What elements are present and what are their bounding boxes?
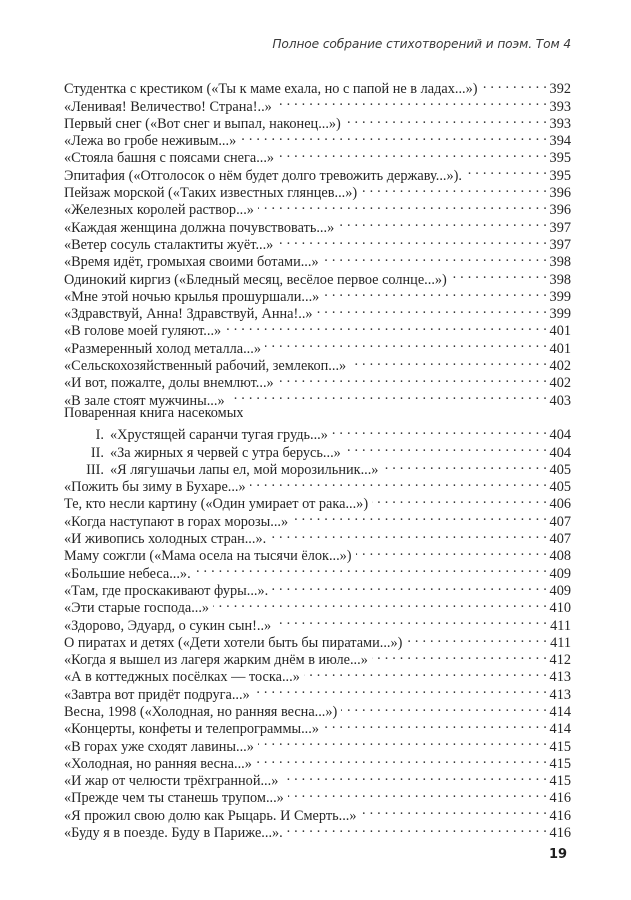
dot-leader <box>275 612 547 629</box>
toc-entry-title: «И живопись холодных стран...». <box>64 531 267 548</box>
toc-entry-title: «Большие небеса...». <box>64 565 191 582</box>
dot-leader <box>338 214 547 231</box>
toc-entry-title: Поваренная книга насекомых <box>64 404 244 421</box>
toc-entry-page: 404 <box>549 444 571 461</box>
dot-leader <box>345 439 547 456</box>
toc-entry-page: 410 <box>549 600 571 617</box>
dot-leader <box>317 301 547 318</box>
dot-leader <box>250 474 547 491</box>
dot-leader <box>282 768 547 785</box>
toc-entry <box>64 76 571 98</box>
toc-entry-roman-numeral: I. <box>95 427 104 444</box>
toc-entry-title: «Прежде чем ты станешь трупом...» <box>64 790 284 807</box>
toc-entry-roman-numeral: II. <box>90 444 104 461</box>
dot-leader <box>356 543 547 560</box>
dot-leader <box>350 353 547 370</box>
dot-leader <box>372 491 547 508</box>
toc-entry-page: 407 <box>549 531 571 548</box>
dot-leader <box>323 716 547 733</box>
toc-entry-page: 399 <box>549 288 571 305</box>
toc-entry <box>64 422 571 444</box>
toc-entry-title: Студентка с крестиком («Ты к маме ехала, но с папой не в ладах...») <box>64 81 478 98</box>
running-header: Полное собрание стихотворений и поэм. Том 4 <box>272 37 571 51</box>
dot-leader <box>240 128 547 145</box>
toc-entry-page: 409 <box>549 565 571 582</box>
dot-leader <box>345 111 547 128</box>
toc-entry-title: «Ленивая! Величество! Страна!..» <box>64 98 272 115</box>
toc-entry-title: Одинокий киргиз («Бледный месяц, весёлое первое солнце...») <box>64 271 447 288</box>
toc-entry-page: 413 <box>549 669 571 686</box>
toc-entry-page: 414 <box>549 721 571 738</box>
toc-entry-page: 416 <box>549 807 571 824</box>
toc-entry-title: «Лежа во гробе неживым...» <box>64 133 237 150</box>
toc-entry-page: 412 <box>549 652 571 669</box>
dot-leader <box>195 560 547 577</box>
toc-entry-page: 405 <box>549 461 571 478</box>
toc-entry-title: «В горах уже сходят лавины...» <box>64 738 254 755</box>
toc-entry-page: 406 <box>549 496 571 513</box>
toc-entry-page: 408 <box>549 548 571 565</box>
dot-leader <box>382 457 547 474</box>
toc-entry-title: «Стояла башня с поясами снега...» <box>64 150 275 167</box>
dot-leader <box>292 508 547 525</box>
toc-entry-page: 397 <box>549 219 571 236</box>
toc-entry-page: 393 <box>549 98 571 115</box>
toc-entry-title: «Хрустящей саранчи тугая грудь...» <box>110 427 328 444</box>
dot-leader <box>341 699 547 716</box>
toc-entry-title: Эпитафия («Отголосок о нём будет долго тревожить державу...»). <box>64 167 462 184</box>
toc-entry-title: «Железных королей раствор...» <box>64 202 254 219</box>
toc-entry-title: Маму сожгли («Мама осела на тысячи ёлок...») <box>64 548 352 565</box>
dot-leader <box>304 664 547 681</box>
toc-entry-title: «Время идёт, громыхая своими ботами...» <box>64 254 319 271</box>
toc-entry-title: «Здорово, Эдуард, о сукин сын!..» <box>64 617 272 634</box>
toc-entry-title: Пейзаж морской («Таких известных глянцев...») <box>64 185 358 202</box>
toc-entry-title: «Буду я в поезде. Буду в Париже...». <box>64 825 283 842</box>
dot-leader <box>406 630 547 647</box>
toc-entry-page: 397 <box>549 236 571 253</box>
toc-entry-title: Первый снег («Вот снег и выпал, наконец...») <box>64 115 341 132</box>
toc-entry-page: 407 <box>549 513 571 530</box>
dot-leader <box>287 820 547 837</box>
toc-section-heading <box>64 405 571 422</box>
toc-entry-title: «Когда наступают в горах морозы...» <box>64 513 289 530</box>
toc-entry-page: 413 <box>549 686 571 703</box>
toc-entry-title: «Каждая женщина должна почувствовать...» <box>64 219 335 236</box>
page-number: 19 <box>549 847 568 862</box>
toc-entry-title: «Здравствуй, Анна! Здравствуй, Анна!..» <box>64 306 313 323</box>
toc-entry-page: 399 <box>549 306 571 323</box>
toc-entry-page: 395 <box>549 150 571 167</box>
toc-entry-page: 396 <box>549 202 571 219</box>
toc-entry-page: 415 <box>549 738 571 755</box>
toc-entry-page: 405 <box>549 479 571 496</box>
toc-entry-page: 395 <box>549 167 571 184</box>
dot-leader <box>277 232 547 249</box>
dot-leader <box>229 387 547 404</box>
toc-entry-title: «А в коттеджных посёлках — тоска...» <box>64 669 300 686</box>
toc-entry-roman-numeral: III. <box>86 461 104 478</box>
toc-entry-title: «И вот, пожалте, долы внемлют...» <box>64 375 274 392</box>
toc-entry-title: «Размеренный холод металла...» <box>64 340 261 357</box>
toc-entry-page: 396 <box>549 185 571 202</box>
toc-entry-title: «Я лягушачьи лапы ел, мой морозильник...» <box>110 461 379 478</box>
toc-entry-page: 411 <box>550 634 571 651</box>
dot-leader <box>451 266 547 283</box>
toc-entry-title: «Ветер сосуль сталактиты жуёт...» <box>64 236 274 253</box>
toc-entry-page: 392 <box>549 81 571 98</box>
dot-leader <box>466 162 547 179</box>
toc-entry-page: 416 <box>549 825 571 842</box>
toc-entry-title: «За жирных я червей с утра берусь...» <box>110 444 341 461</box>
toc-entry-page: 404 <box>549 427 571 444</box>
toc-entry-title: Те, кто несли картину («Один умирает от рака...») <box>64 496 369 513</box>
toc-entry-title: «Там, где проскакивают фуры...». <box>64 582 269 599</box>
dot-leader <box>278 145 547 162</box>
toc-entry-page: 409 <box>549 582 571 599</box>
toc-entry-title: «Эти старые господа...» <box>64 600 210 617</box>
toc-entry-page: 393 <box>549 115 571 132</box>
toc-entry-title: «Концерты, конфеты и телепрограммы...» <box>64 721 319 738</box>
dot-leader <box>225 318 547 335</box>
dot-leader <box>332 422 547 439</box>
toc-entry-title: «Когда я вышел из лагеря жарким днём в июле...» <box>64 652 368 669</box>
toc-entry-title: «Сельскохозяйственный рабочий, землекоп...» <box>64 358 347 375</box>
dot-leader <box>270 526 547 543</box>
toc-entry-title: «Пожить бы зиму в Бухаре...» <box>64 479 246 496</box>
dot-leader <box>323 284 547 301</box>
toc-entry-title: «Холодная, но ранняя весна...» <box>64 755 252 772</box>
dot-leader <box>361 180 547 197</box>
dot-leader <box>265 335 547 352</box>
toc-entry-page: 415 <box>549 755 571 772</box>
toc-entry-title: «В голове моей гуляют...» <box>64 323 222 340</box>
toc-entry-title: «Я прожил свою долю как Рыцарь. И Смерть...» <box>64 807 357 824</box>
toc-entry-page: 402 <box>549 358 571 375</box>
dot-leader <box>272 578 547 595</box>
toc-entry-page: 415 <box>549 773 571 790</box>
toc-entry-page: 411 <box>550 617 571 634</box>
toc-entry-page: 394 <box>549 133 571 150</box>
toc-entry-page: 401 <box>549 340 571 357</box>
toc-entry-title: «В зале стоят мужчины...» <box>64 392 225 409</box>
dot-leader <box>256 751 547 768</box>
toc-entry-page: 416 <box>549 790 571 807</box>
dot-leader <box>258 197 547 214</box>
toc-entry-page: 401 <box>549 323 571 340</box>
toc-entry-title: «И жар от челюсти трёхгранной...» <box>64 773 279 790</box>
dot-leader <box>213 595 547 612</box>
dot-leader <box>278 370 547 387</box>
dot-leader <box>258 733 547 750</box>
dot-leader <box>361 802 547 819</box>
toc-entry-title: О пиратах и детях («Дети хотели быть бы пиратами...») <box>64 634 403 651</box>
dot-leader <box>276 93 547 110</box>
dot-leader <box>288 785 547 802</box>
toc-entry-page: 398 <box>549 271 571 288</box>
dot-leader <box>254 681 547 698</box>
toc-entry-page: 402 <box>549 375 571 392</box>
toc-entry-page: 414 <box>549 703 571 720</box>
dot-leader <box>372 647 547 664</box>
toc-entry-page: 403 <box>549 392 571 409</box>
table-of-contents <box>64 76 571 842</box>
toc-entry-title: «Мне этой ночью крылья прошуршали...» <box>64 288 320 305</box>
dot-leader <box>482 76 547 93</box>
dot-leader <box>323 249 547 266</box>
toc-entry-title: Весна, 1998 («Холодная, но ранняя весна...») <box>64 703 338 720</box>
toc-entry-page: 398 <box>549 254 571 271</box>
toc-entry-title: «Завтра вот придёт подруга...» <box>64 686 250 703</box>
